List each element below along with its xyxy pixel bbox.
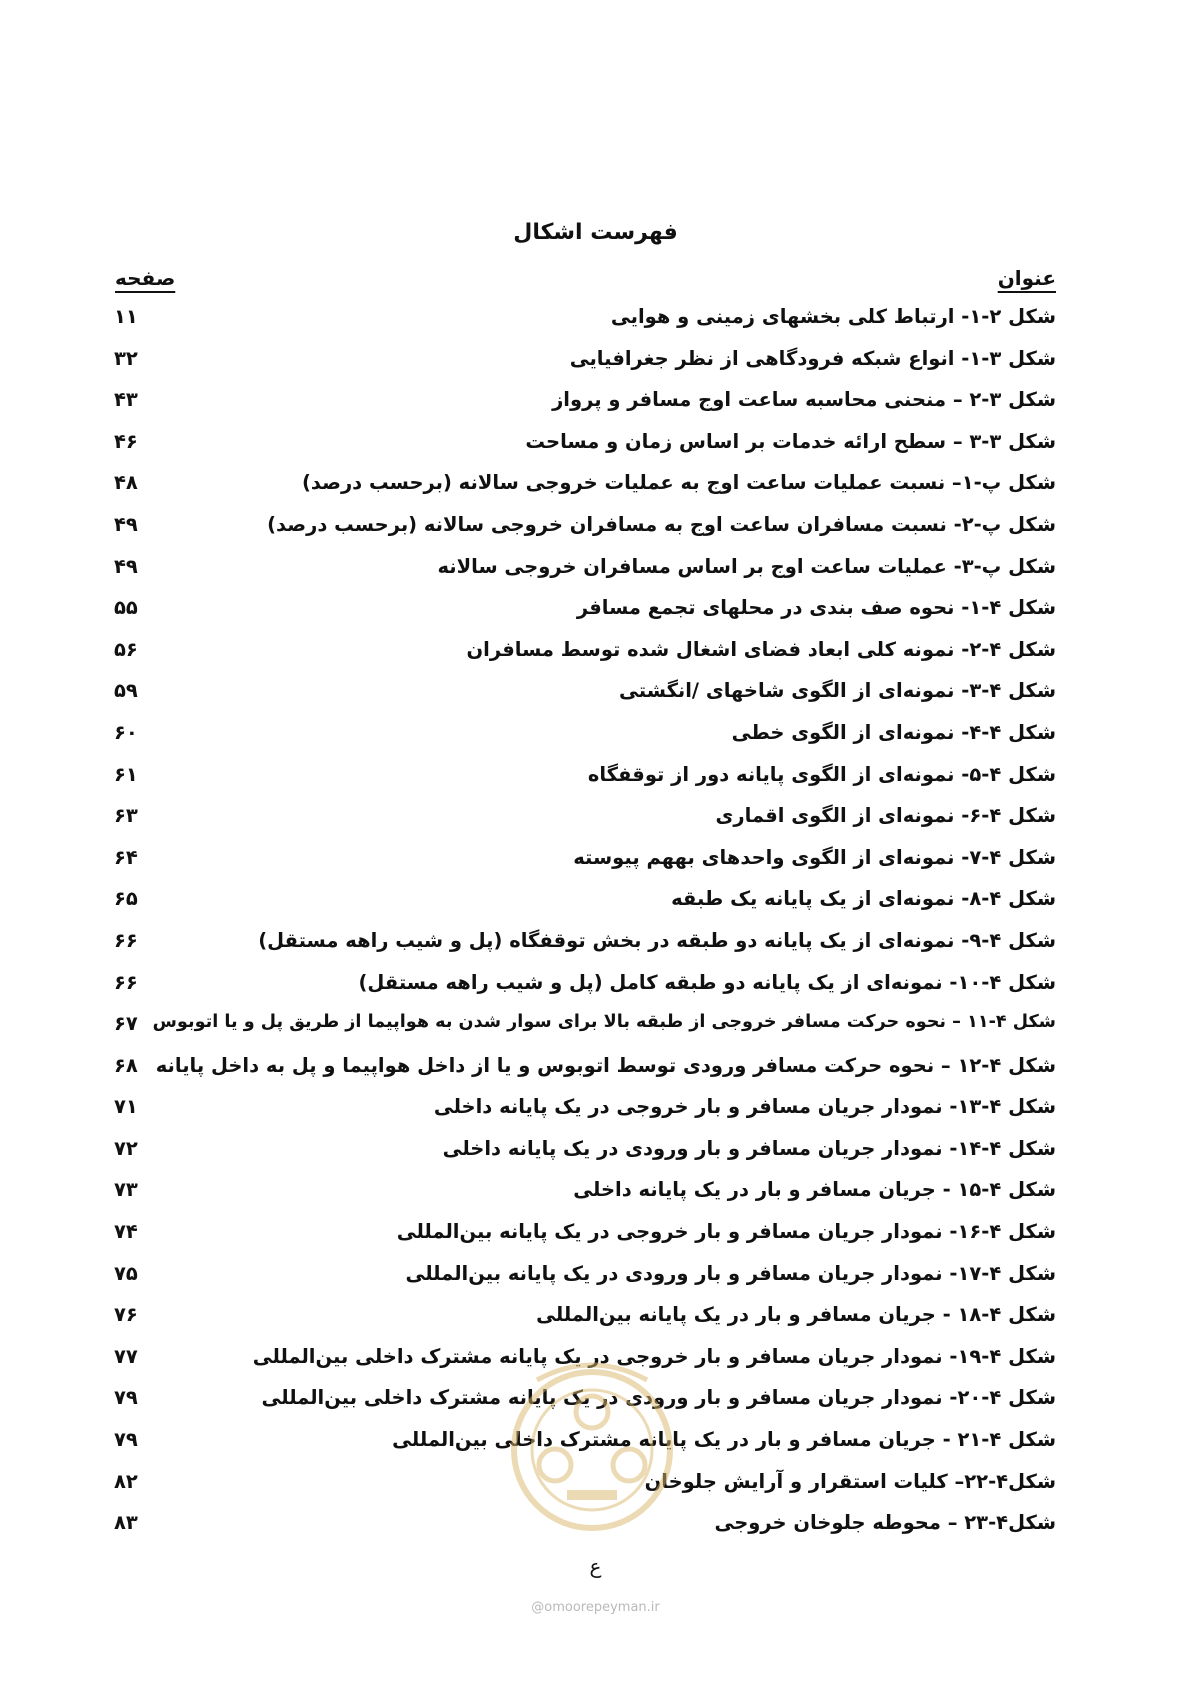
toc-entry [110,1216,1056,1258]
page-number: ع [589,1554,602,1578]
toc-entry [110,551,1056,593]
toc-entry-title: شکل ۴-۲۰- نمودار جریان مسافر و بار ورودی در یک پایانه مشترک داخلی بین‌المللی [261,1386,1056,1410]
toc-entry-title: شکل پ-۱– نسبت عملیات ساعت اوج به عملیات خروجی سالانه (برحسب درصد) [301,471,1056,495]
toc-entry [110,467,1056,509]
toc-entry-page: ۴۹ [114,512,138,536]
toc-entry-page: ۳۲ [114,346,138,370]
toc-entry-page: ۶۶ [114,970,138,994]
toc-entry-title: شکل ۴-۴- نمونه‌ای از الگوی خطی [731,720,1056,744]
toc-entry-page: ۷۴ [114,1220,138,1244]
toc-entry [110,426,1056,468]
toc-entry [110,759,1056,801]
watermark-logo-icon [497,1340,687,1540]
toc-entry-page: ۶۰ [114,720,138,744]
toc-entry-title: شکل ۴-۵- نمونه‌ای از الگوی پایانه دور از توقفگاه [587,762,1056,786]
toc-entry-page: ۷۳ [114,1178,138,1202]
toc-entry-page: ۸۲ [114,1469,138,1493]
toc-entry-page: ۴۸ [114,471,138,495]
toc-entry [110,717,1056,759]
toc-entry [110,1299,1056,1341]
toc-entry-page: ۵۹ [114,679,138,703]
toc-entry [110,1133,1056,1175]
toc-entry [110,592,1056,634]
toc-entry-page: ۷۷ [114,1344,138,1368]
toc-entry-title: شکل ۴-۱۷- نمودار جریان مسافر و بار ورودی در یک پایانه بین‌المللی [405,1261,1056,1285]
toc-entry-page: ۷۶ [114,1303,138,1327]
toc-entry [110,1050,1056,1092]
toc-entry-title: شکل ۴-۳- نمونه‌ای از الگوی شاخهای /انگشتی [619,679,1056,703]
toc-entry-title: شکل پ-۲- نسبت مسافران ساعت اوج به مسافران خروجی سالانه (برحسب درصد) [267,512,1056,536]
toc-entry-page: ۷۵ [114,1261,138,1285]
toc-entry-title: شکل پ-۳- عملیات ساعت اوج بر اساس مسافران خروجی سالانه [437,554,1056,578]
toc-entry-title: شکل۴-۲۳ – محوطه جلوخان خروجی [714,1511,1056,1535]
toc-entry [110,967,1056,1009]
toc-entry-title: شکل ۳-۳ – سطح ارائه خدمات بر اساس زمان و مساحت [525,429,1056,453]
column-header-title: عنوان [997,266,1056,290]
toc-entry-title: شکل ۴-۱۱ – نحوه حرکت مسافر خروجی از طبقه بالا برای سوار شدن به هواپیما از طریق پل و یا اتوبوس [152,1012,1056,1033]
toc-entry-title: شکل ۴-۱۹- نمودار جریان مسافر و بار خروجی در یک پایانه مشترک داخلی بین‌المللی [252,1344,1056,1368]
toc-entry-title: شکل ۴-۱۵ - جریان مسافر و بار در یک پایانه داخلی [573,1178,1056,1202]
toc-entry [110,301,1056,343]
toc-entry-page: ۱۱ [114,305,138,328]
toc-entry-page: ۷۱ [114,1095,138,1119]
toc-entry [110,343,1056,385]
toc-entry-page: ۶۵ [114,887,138,911]
toc-entry-title: شکل ۴-۹- نمونه‌ای از یک پایانه دو طبقه در بخش توقفگاه (پل و شیب راهه مستقل) [258,928,1056,952]
toc-entry [110,883,1056,925]
toc-entry [110,925,1056,967]
toc-entry-page: ۶۷ [114,1012,138,1036]
watermark-text: @omoorepeyman.ir [531,1600,660,1615]
toc-entry-title: شکل ۴-۱- نحوه صف بندی در محلهای تجمع مسافر [576,596,1056,620]
toc-entry [110,384,1056,426]
toc-entry [110,800,1056,842]
toc-entry-title: شکل ۴-۱۰- نمونه‌ای از یک پایانه دو طبقه کامل (پل و شیب راهه مستقل) [358,970,1056,994]
toc-entry-title: شکل ۴-۸- نمونه‌ای از یک پایانه یک طبقه [671,887,1056,911]
toc-entry-title: شکل ۴-۲۱ - جریان مسافر و بار در یک پایانه مشترک داخلی بین‌المللی [392,1428,1056,1452]
toc-entry-title: شکل ۳-۱- انواع شبکه فرودگاهی از نظر جغرافیایی [569,346,1056,370]
toc-entry-title: شکل ۴-۷- نمونه‌ای از الگوی واحدهای بههم پیوسته [573,845,1056,869]
toc-entry-page: ۷۹ [114,1386,138,1410]
toc-entry-title: شکل ۴-۱۸ - جریان مسافر و بار در یک پایانه بین‌المللی [536,1303,1056,1327]
toc-entry-page: ۸۳ [114,1511,138,1535]
toc-entry-title: شکل ۴-۱۲ – نحوه حرکت مسافر ورودی توسط اتوبوس و یا از داخل هواپیما و پل به داخل پایانه [155,1053,1056,1077]
toc-entry-title: شکل ۴-۲- نمونه کلی ابعاد فضای اشغال شده توسط مسافران [466,637,1056,661]
toc-entry-page: ۶۳ [114,804,138,828]
toc-entry-page: ۵۵ [114,596,138,620]
toc-entry-page: ۶۶ [114,928,138,952]
toc-entry [110,842,1056,884]
toc-entry-title: شکل ۲-۱- ارتباط کلی بخشهای زمینی و هوایی [610,305,1056,328]
toc-entry-page: ۷۲ [114,1136,138,1160]
toc-entry [110,1091,1056,1133]
toc-entry-page: ۶۱ [114,762,138,786]
toc-entry [110,634,1056,676]
page-title: فهرست اشکال [513,220,678,245]
toc-entry-title: شکل ۳-۲ – منحنی محاسبه ساعت اوج مسافر و پرواز [552,388,1056,412]
toc-entry-title: شکل ۴-۱۳- نمودار جریان مسافر و بار خروجی در یک پایانه داخلی [433,1095,1056,1119]
column-header-page: صفحه [115,266,176,290]
toc-entry [110,1174,1056,1216]
toc-entry-page: ۷۹ [114,1428,138,1452]
toc-entry-title: شکل۴-۲۲– کلیات استقرار و آرایش جلوخان [644,1469,1056,1493]
toc-entry [110,1008,1056,1050]
toc-entry-page: ۴۶ [114,429,138,453]
toc-entry-page: ۶۴ [114,845,138,869]
toc-entry-title: شکل ۴-۱۶- نمودار جریان مسافر و بار خروجی در یک پایانه بین‌المللی [396,1220,1056,1244]
toc-entry [110,509,1056,551]
toc-entry-page: ۴۹ [114,554,138,578]
toc-entry-page: ۵۶ [114,637,138,661]
toc-entry-title: شکل ۴-۱۴- نمودار جریان مسافر و بار ورودی در یک پایانه داخلی [442,1136,1056,1160]
toc-entry-title: شکل ۴-۶- نمونه‌ای از الگوی اقماری [715,804,1056,828]
toc-entry-page: ۶۸ [114,1053,138,1077]
toc-entry [110,675,1056,717]
toc-entry-page: ۴۳ [114,388,138,412]
toc-entry [110,1258,1056,1300]
